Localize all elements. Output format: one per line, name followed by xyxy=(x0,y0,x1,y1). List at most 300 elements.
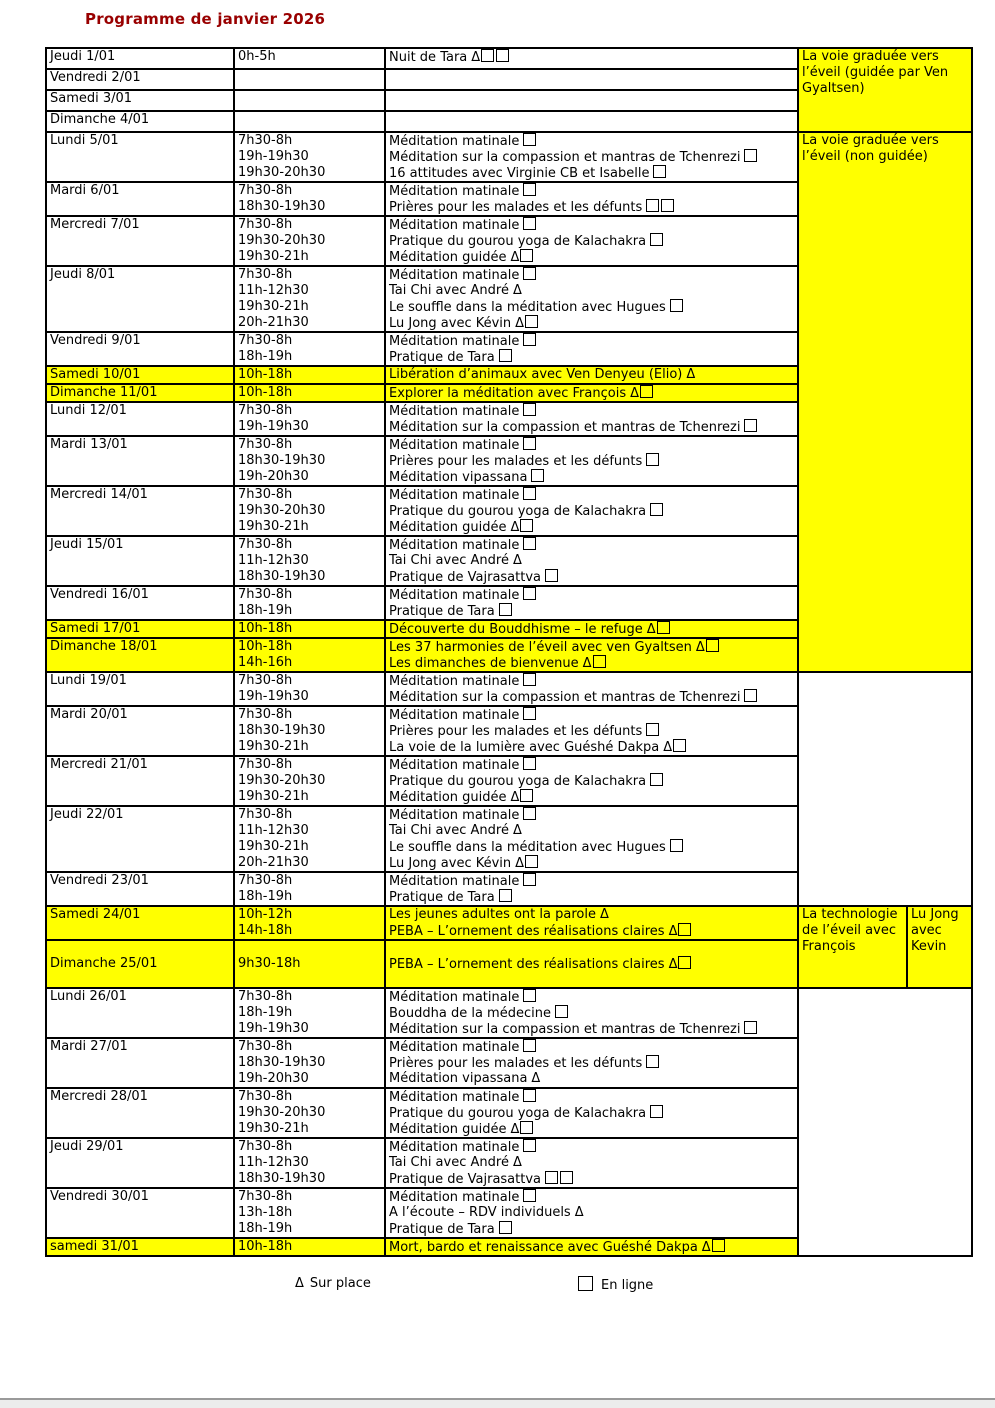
time-cell xyxy=(234,90,385,111)
activity-line xyxy=(389,553,795,569)
activity-cell xyxy=(385,384,798,402)
time-line: 7h30-8h xyxy=(238,333,293,348)
activity-cell xyxy=(385,706,798,756)
online-checkbox-icon xyxy=(523,183,536,196)
date-cell: Dimanche 4/01 xyxy=(46,111,234,132)
activity-text: Les dimanches de bienvenue xyxy=(389,656,579,671)
activity-cell xyxy=(385,940,798,988)
online-checkbox-icon xyxy=(499,349,512,362)
time-cell xyxy=(234,988,385,1038)
activity-line xyxy=(389,789,795,805)
time-line: 18h30-19h30 xyxy=(238,453,326,468)
activity-line xyxy=(389,655,795,671)
activity-line xyxy=(389,1105,795,1121)
onsite-triangle-icon: Δ xyxy=(512,1155,522,1170)
online-checkbox-icon xyxy=(496,49,509,62)
date-cell: Mardi 13/01 xyxy=(46,436,234,486)
online-checkbox-icon xyxy=(525,855,538,868)
activity-text: Méditation matinale xyxy=(389,758,520,773)
activity-line xyxy=(389,487,795,503)
date-cell: Mercredi 14/01 xyxy=(46,486,234,536)
activity-text: Tai Chi avec André xyxy=(389,1155,509,1170)
activity-line xyxy=(389,267,795,283)
online-checkbox-icon xyxy=(523,989,536,1002)
activity-cell xyxy=(385,988,798,1038)
onsite-triangle-icon: Δ xyxy=(295,1276,304,1291)
activity-line xyxy=(389,569,795,585)
online-checkbox-icon xyxy=(650,503,663,516)
activity-line xyxy=(389,1089,795,1105)
activity-line xyxy=(389,333,795,349)
time-cell xyxy=(234,1088,385,1138)
online-checkbox-icon xyxy=(523,403,536,416)
time-line: 7h30-8h xyxy=(238,537,293,552)
online-checkbox-icon xyxy=(678,923,691,936)
online-checkbox-icon xyxy=(523,673,536,686)
activity-line xyxy=(389,437,795,453)
time-line: 7h30-8h xyxy=(238,487,293,502)
date-cell: Dimanche 18/01 xyxy=(46,638,234,672)
online-checkbox-icon xyxy=(523,1139,536,1152)
activity-text: Prières pour les malades et les défunts xyxy=(389,200,643,215)
activity-cell xyxy=(385,1188,798,1238)
activity-text: Méditation sur la compassion et mantras de Tchenrezi xyxy=(389,420,741,435)
onsite-triangle-icon: Δ xyxy=(646,622,656,637)
activity-text: Pratique du gourou yoga de Kalachakra xyxy=(389,1106,647,1121)
activity-text: Libération d’animaux avec Ven Denyeu (Elio) xyxy=(389,367,683,382)
onsite-triangle-icon: Δ xyxy=(510,520,520,535)
time-cell xyxy=(234,402,385,436)
time-line: 7h30-8h xyxy=(238,673,293,688)
online-checkbox-icon xyxy=(523,707,536,720)
online-checkbox-icon xyxy=(525,315,538,328)
date-cell: Vendredi 30/01 xyxy=(46,1188,234,1238)
online-checkbox-icon xyxy=(545,1171,558,1184)
time-line: 9h30-18h xyxy=(238,956,301,971)
time-cell xyxy=(234,266,385,332)
online-checkbox-icon xyxy=(523,757,536,770)
activity-text: Tai Chi avec André xyxy=(389,553,509,568)
activity-text: La voie de la lumière avec Guéshé Dakpa xyxy=(389,740,660,755)
table-row xyxy=(46,672,972,706)
activity-text: PEBA – L’ornement des réalisations claires xyxy=(389,924,665,939)
online-checkbox-icon xyxy=(523,873,536,886)
time-line: 20h-21h30 xyxy=(238,855,309,870)
online-checkbox-icon xyxy=(706,639,719,652)
page-bottom-edge xyxy=(0,1398,995,1408)
online-checkbox-icon xyxy=(523,133,536,146)
activity-text: Les 37 harmonies de l’éveil avec ven Gyaltsen xyxy=(389,640,692,655)
activity-text: Méditation guidée xyxy=(389,520,507,535)
activity-text: Prières pour les malades et les défunts xyxy=(389,1056,643,1071)
time-line: 0h-5h xyxy=(238,49,276,64)
online-checkbox-icon xyxy=(646,723,659,736)
table-row xyxy=(46,988,972,1038)
date-cell: Mardi 27/01 xyxy=(46,1038,234,1088)
activity-line xyxy=(389,367,795,383)
activity-text: Méditation vipassana xyxy=(389,470,528,485)
onsite-triangle-icon: Δ xyxy=(630,386,640,401)
time-line: 19h-20h30 xyxy=(238,469,309,484)
activity-line xyxy=(389,823,795,839)
date-cell: Vendredi 2/01 xyxy=(46,69,234,90)
online-checkbox-icon xyxy=(523,1189,536,1202)
time-line: 11h-12h30 xyxy=(238,1155,309,1170)
activity-text: Pratique de Vajrasattva xyxy=(389,1172,542,1187)
online-checkbox-icon xyxy=(523,807,536,820)
time-cell xyxy=(234,1188,385,1238)
onsite-triangle-icon: Δ xyxy=(599,907,609,922)
date-cell: Dimanche 25/01 xyxy=(46,940,234,988)
time-cell xyxy=(234,384,385,402)
activity-text: Découverte du Bouddhisme – le refuge xyxy=(389,622,643,637)
time-cell xyxy=(234,638,385,672)
activity-line xyxy=(389,249,795,265)
online-checkbox-icon xyxy=(640,385,653,398)
date-cell: Jeudi 1/01 xyxy=(46,48,234,69)
time-line: 19h-19h30 xyxy=(238,149,309,164)
activity-text: Méditation guidée xyxy=(389,790,507,805)
activity-cell xyxy=(385,1088,798,1138)
online-checkbox-icon xyxy=(673,739,686,752)
date-cell: Samedi 24/01 xyxy=(46,906,234,940)
time-cell xyxy=(234,69,385,90)
time-line: 18h30-19h30 xyxy=(238,1171,326,1186)
activity-line xyxy=(389,419,795,435)
activity-text: Méditation matinale xyxy=(389,538,520,553)
activity-text: Méditation matinale xyxy=(389,990,520,1005)
activity-line xyxy=(389,519,795,535)
activity-line xyxy=(389,1189,795,1205)
side-note-cell xyxy=(798,672,972,906)
online-checkbox-icon xyxy=(744,149,757,162)
date-cell: Mercredi 21/01 xyxy=(46,756,234,806)
time-line: 18h-19h xyxy=(238,603,293,618)
activity-line xyxy=(389,537,795,553)
online-checkbox-icon xyxy=(499,889,512,902)
activity-text: Pratique de Tara xyxy=(389,890,495,905)
time-line: 7h30-8h xyxy=(238,807,293,822)
side-note-cell: La voie graduée vers l’éveil (guidée par Ven Gyaltsen) xyxy=(798,48,972,132)
time-cell xyxy=(234,48,385,69)
activity-line xyxy=(389,587,795,603)
time-line: 10h-18h xyxy=(238,367,293,382)
activity-cell xyxy=(385,332,798,366)
activity-line xyxy=(389,621,795,637)
online-checkbox-icon xyxy=(520,249,533,262)
activity-text: Méditation matinale xyxy=(389,1140,520,1155)
time-line: 10h-12h xyxy=(238,907,293,922)
activity-text: Méditation matinale xyxy=(389,1090,520,1105)
online-checkbox-icon xyxy=(520,519,533,532)
activity-text: Lu Jong avec Kévin xyxy=(389,856,512,871)
date-cell: Lundi 12/01 xyxy=(46,402,234,436)
activity-cell xyxy=(385,366,798,384)
table-row xyxy=(46,906,972,940)
activity-line xyxy=(389,149,795,165)
online-checkbox-icon xyxy=(523,1089,536,1102)
activity-text: 16 attitudes avec Virginie CB et Isabelle xyxy=(389,166,650,181)
time-line: 11h-12h30 xyxy=(238,283,309,298)
time-line: 19h30-20h30 xyxy=(238,233,326,248)
activity-line xyxy=(389,923,795,939)
online-checkbox-icon xyxy=(650,1105,663,1118)
table-row xyxy=(46,48,972,69)
online-checkbox-icon xyxy=(593,655,606,668)
time-cell xyxy=(234,182,385,216)
activity-line xyxy=(389,873,795,889)
activity-text: Méditation matinale xyxy=(389,1040,520,1055)
online-checkbox-icon xyxy=(523,217,536,230)
activity-line xyxy=(389,773,795,789)
activity-cell xyxy=(385,638,798,672)
activity-text: Lu Jong avec Kévin xyxy=(389,316,512,331)
onsite-triangle-icon: Δ xyxy=(510,790,520,805)
activity-cell xyxy=(385,672,798,706)
onsite-triangle-icon: Δ xyxy=(515,316,525,331)
activity-line xyxy=(389,603,795,619)
online-checkbox-icon xyxy=(646,453,659,466)
time-cell xyxy=(234,940,385,988)
activity-cell xyxy=(385,132,798,182)
time-line: 18h-19h xyxy=(238,889,293,904)
activity-cell xyxy=(385,266,798,332)
activity-text: Méditation sur la compassion et mantras de Tchenrezi xyxy=(389,690,741,705)
time-line: 7h30-8h xyxy=(238,267,293,282)
activity-text: Méditation matinale xyxy=(389,134,520,149)
activity-line xyxy=(389,689,795,705)
activity-text: Nuit de Tara xyxy=(389,50,468,65)
time-line: 10h-18h xyxy=(238,385,293,400)
activity-line xyxy=(389,349,795,365)
time-line: 10h-18h xyxy=(238,639,293,654)
time-cell xyxy=(234,620,385,638)
time-line: 11h-12h30 xyxy=(238,553,309,568)
table-row xyxy=(46,132,972,182)
activity-cell xyxy=(385,216,798,266)
activity-text: Le souffle dans la méditation avec Hugues xyxy=(389,300,666,315)
legend xyxy=(0,1276,995,1296)
activity-line xyxy=(389,283,795,299)
time-cell xyxy=(234,536,385,586)
activity-line xyxy=(389,1021,795,1037)
side-note-cell: La technologie de l’éveil avec François xyxy=(798,906,907,988)
activity-line xyxy=(389,757,795,773)
time-cell xyxy=(234,872,385,906)
time-line: 19h30-21h xyxy=(238,249,309,264)
time-line: 11h-12h30 xyxy=(238,823,309,838)
activity-line xyxy=(389,1205,795,1221)
onsite-triangle-icon: Δ xyxy=(574,1205,584,1220)
activity-line xyxy=(389,1039,795,1055)
time-cell xyxy=(234,906,385,940)
activity-text: Méditation matinale xyxy=(389,268,520,283)
time-line: 19h30-20h30 xyxy=(238,773,326,788)
date-cell: Jeudi 22/01 xyxy=(46,806,234,872)
activity-text: Bouddha de la médecine xyxy=(389,1006,551,1021)
activity-line xyxy=(389,315,795,331)
time-line: 18h30-19h30 xyxy=(238,199,326,214)
time-cell xyxy=(234,216,385,266)
date-cell: Vendredi 16/01 xyxy=(46,586,234,620)
time-cell xyxy=(234,1038,385,1088)
activity-line xyxy=(389,723,795,739)
online-checkbox-icon xyxy=(744,689,757,702)
activity-text: Pratique du gourou yoga de Kalachakra xyxy=(389,504,647,519)
side-note-cell xyxy=(798,988,972,1256)
online-checkbox-icon xyxy=(523,333,536,346)
activity-text: Pratique de Tara xyxy=(389,350,495,365)
online-checkbox-icon xyxy=(520,1121,533,1134)
time-line: 7h30-8h xyxy=(238,217,293,232)
activity-cell xyxy=(385,872,798,906)
activity-line xyxy=(389,1239,795,1255)
time-line: 19h30-21h xyxy=(238,519,309,534)
activity-text: Tai Chi avec André xyxy=(389,823,509,838)
online-checkbox-icon xyxy=(531,469,544,482)
online-checkbox-icon xyxy=(523,487,536,500)
onsite-triangle-icon: Δ xyxy=(512,283,522,298)
schedule-body xyxy=(46,48,972,1256)
online-checkbox-icon xyxy=(481,49,494,62)
activity-text: PEBA – L’ornement des réalisations claires xyxy=(389,957,665,972)
date-cell: Mercredi 7/01 xyxy=(46,216,234,266)
time-cell xyxy=(234,332,385,366)
online-checkbox-icon xyxy=(578,1276,593,1291)
date-cell: Jeudi 15/01 xyxy=(46,536,234,586)
activity-cell xyxy=(385,586,798,620)
time-line: 19h30-21h xyxy=(238,1121,309,1136)
online-checkbox-icon xyxy=(744,419,757,432)
time-line: 18h30-19h30 xyxy=(238,569,326,584)
activity-line xyxy=(389,503,795,519)
time-cell xyxy=(234,586,385,620)
activity-text: Tai Chi avec André xyxy=(389,283,509,298)
online-checkbox-icon xyxy=(744,1021,757,1034)
online-checkbox-icon xyxy=(661,199,674,212)
activity-text: Pratique du gourou yoga de Kalachakra xyxy=(389,774,647,789)
time-line: 19h30-20h30 xyxy=(238,503,326,518)
onsite-triangle-icon: Δ xyxy=(510,250,520,265)
time-cell xyxy=(234,806,385,872)
activity-cell xyxy=(385,536,798,586)
onsite-triangle-icon: Δ xyxy=(582,656,592,671)
online-checkbox-icon xyxy=(657,621,670,634)
activity-line xyxy=(389,299,795,315)
activity-cell xyxy=(385,486,798,536)
activity-line xyxy=(389,1171,795,1187)
schedule-table xyxy=(45,47,973,1257)
activity-text: Méditation matinale xyxy=(389,218,520,233)
online-checkbox-icon xyxy=(650,773,663,786)
legend-onsite xyxy=(295,1276,371,1292)
online-checkbox-icon xyxy=(545,569,558,582)
time-line: 14h-16h xyxy=(238,655,293,670)
time-line: 20h-21h30 xyxy=(238,315,309,330)
onsite-triangle-icon: Δ xyxy=(701,1240,711,1255)
activity-line xyxy=(389,889,795,905)
online-checkbox-icon xyxy=(670,839,683,852)
onsite-triangle-icon: Δ xyxy=(668,957,678,972)
activity-line xyxy=(389,199,795,215)
legend-label: Sur place xyxy=(309,1276,371,1291)
time-line: 7h30-8h xyxy=(238,989,293,1004)
activity-cell xyxy=(385,111,798,132)
date-cell: Lundi 5/01 xyxy=(46,132,234,182)
online-checkbox-icon xyxy=(712,1239,725,1252)
online-checkbox-icon xyxy=(560,1171,573,1184)
activity-line xyxy=(389,1221,795,1237)
time-line: 7h30-8h xyxy=(238,587,293,602)
activity-line xyxy=(389,1121,795,1137)
online-checkbox-icon xyxy=(678,956,691,969)
onsite-triangle-icon: Δ xyxy=(512,553,522,568)
date-cell: Mardi 6/01 xyxy=(46,182,234,216)
activity-cell xyxy=(385,1038,798,1088)
online-checkbox-icon xyxy=(523,587,536,600)
time-cell xyxy=(234,436,385,486)
time-line: 7h30-8h xyxy=(238,757,293,772)
time-line: 7h30-8h xyxy=(238,1189,293,1204)
activity-cell xyxy=(385,69,798,90)
activity-line xyxy=(389,989,795,1005)
online-checkbox-icon xyxy=(555,1005,568,1018)
date-cell: Jeudi 29/01 xyxy=(46,1138,234,1188)
time-line: 14h-18h xyxy=(238,923,293,938)
date-cell: samedi 31/01 xyxy=(46,1238,234,1256)
date-cell: Lundi 19/01 xyxy=(46,672,234,706)
activity-line xyxy=(389,469,795,485)
activity-line xyxy=(389,956,795,972)
activity-text: Méditation sur la compassion et mantras de Tchenrezi xyxy=(389,1022,741,1037)
time-line: 18h-19h xyxy=(238,349,293,364)
online-checkbox-icon xyxy=(650,233,663,246)
time-line: 19h-19h30 xyxy=(238,689,309,704)
activity-line xyxy=(389,673,795,689)
legend-online xyxy=(578,1276,653,1294)
online-checkbox-icon xyxy=(499,603,512,616)
time-cell xyxy=(234,1138,385,1188)
activity-text: Les jeunes adultes ont la parole xyxy=(389,907,596,922)
activity-line xyxy=(389,1055,795,1071)
time-line: 7h30-8h xyxy=(238,707,293,722)
time-cell xyxy=(234,672,385,706)
date-cell: Lundi 26/01 xyxy=(46,988,234,1038)
time-line: 19h30-20h30 xyxy=(238,165,326,180)
activity-line xyxy=(389,403,795,419)
side-note-cell: Lu Jong avec Kevin xyxy=(907,906,972,988)
time-line: 19h-19h30 xyxy=(238,419,309,434)
activity-line xyxy=(389,49,795,65)
time-cell xyxy=(234,756,385,806)
time-line: 18h30-19h30 xyxy=(238,1055,326,1070)
activity-line xyxy=(389,165,795,181)
onsite-triangle-icon: Δ xyxy=(663,740,673,755)
activity-text: Mort, bardo et renaissance avec Guéshé Dakpa xyxy=(389,1240,698,1255)
activity-text: Méditation guidée xyxy=(389,250,507,265)
activity-text: Explorer la méditation avec François xyxy=(389,386,627,401)
page-title: Programme de janvier 2026 xyxy=(85,10,326,28)
time-line: 19h-19h30 xyxy=(238,1021,309,1036)
time-cell xyxy=(234,706,385,756)
activity-line xyxy=(389,707,795,723)
online-checkbox-icon xyxy=(653,165,666,178)
online-checkbox-icon xyxy=(646,199,659,212)
legend-label: En ligne xyxy=(601,1278,654,1293)
time-cell xyxy=(234,366,385,384)
time-line: 10h-18h xyxy=(238,1239,293,1254)
date-cell: Samedi 17/01 xyxy=(46,620,234,638)
